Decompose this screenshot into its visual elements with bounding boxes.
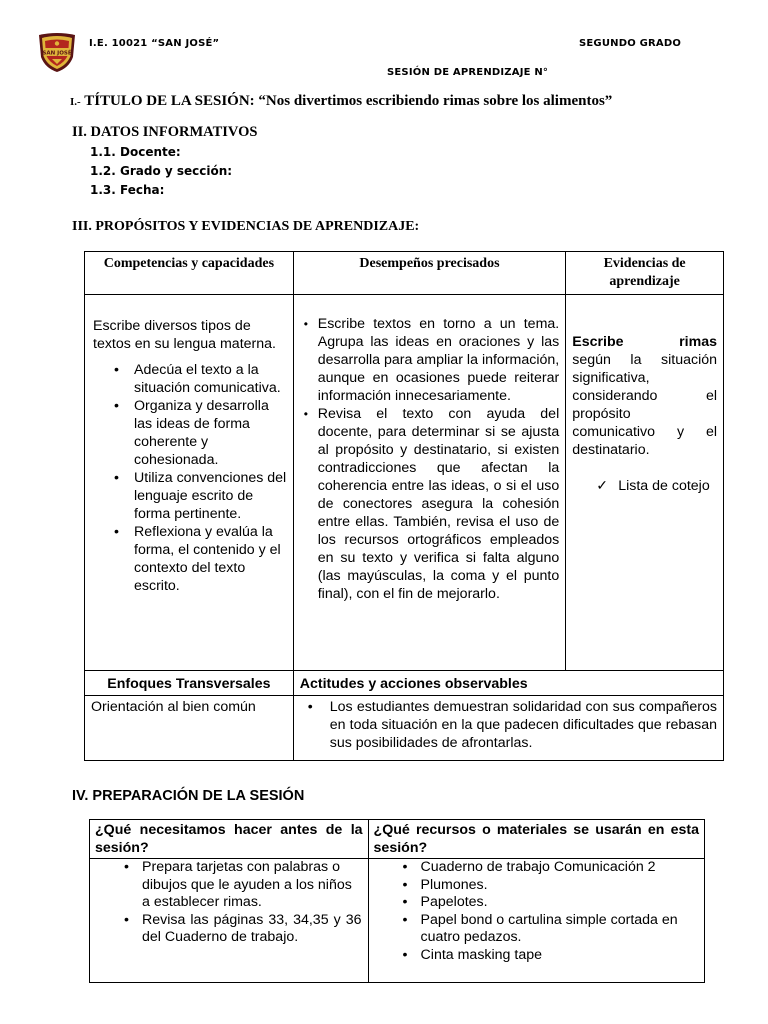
propositos-heading: III. PROPÓSITOS Y EVIDENCIAS DE APRENDIZAJE: <box>72 219 420 234</box>
antes-cell <box>90 859 369 983</box>
table-row <box>90 859 705 983</box>
table-header-row <box>85 252 724 295</box>
desempenos-cell <box>293 295 566 671</box>
preparacion-table <box>89 819 705 983</box>
list-item: • Organiza y desarrolla las ideas de forma coherente y cohesionada. <box>90 397 288 469</box>
evidencia-bold: Escribe rimas <box>572 334 717 350</box>
list-item: • Cinta masking tape <box>375 947 698 965</box>
evidencia-text: según la situación significativa, considerando el propósito comunicativo y el destinatario. <box>572 352 717 458</box>
list-item: • Cuaderno de trabajo Comunicación 2 <box>375 859 698 877</box>
table-row <box>85 696 724 761</box>
instrumento-item <box>572 477 717 495</box>
desempeno-item: • Revisa el texto con ayuda del docente, para determinar si se ajusta al propósito y destinatario, si existen contradicciones que afectan la coherencia entre las ideas, o si el uso de conectores asegura la cohesión entre ellas. También, revisa el uso de los recursos ortográficos empleados en su texto y verifica si falta alguno (las mayúsculas, la coma y el punto final), con el fin de mejorarlo. <box>304 405 560 603</box>
enfoque-text: Orientación al bien común <box>85 696 294 761</box>
list-item: • Utiliza convenciones del lenguaje escrito de forma pertinente. <box>90 469 288 523</box>
evidencias-cell <box>566 295 724 671</box>
preparacion-heading: IV. PREPARACIÓN DE LA SESIÓN <box>72 788 305 804</box>
table-header-row <box>90 820 705 859</box>
col-recursos: ¿Qué recursos o materiales se usarán en esta sesión? <box>368 820 704 859</box>
session-title <box>70 93 612 110</box>
competencia-text: Escribe diversos tipos de textos en su lengua materna. <box>93 318 276 352</box>
list-item: • Adecúa el texto a la situación comunicativa. <box>90 361 288 397</box>
propositos-table <box>84 251 724 761</box>
school-crest-logo <box>36 31 78 73</box>
col-desempenos: Desempeños precisados <box>293 252 566 295</box>
recursos-cell <box>368 859 704 983</box>
col-competencias: Competencias y capacidades <box>85 252 294 295</box>
svg-text:SAN JOSÉ: SAN JOSÉ <box>42 50 72 57</box>
antes-list <box>96 859 362 947</box>
list-item: • Reflexiona y evalúa la forma, el contenido y el contexto del texto escrito. <box>90 523 288 595</box>
desempeno-item: • Escribe textos en torno a un tema. Agrupa las ideas en oraciones y las desarrolla para ampliar la información, aunque en ocasiones puede reiterar información innecesariamente. <box>304 315 560 405</box>
col-evidencias: Evidencias de aprendizaje <box>566 252 724 295</box>
capacidades-list <box>90 361 288 595</box>
actitud-cell <box>293 696 723 761</box>
datos-heading: II. DATOS INFORMATIVOS <box>72 124 258 140</box>
list-item: • Plumones. <box>375 877 698 895</box>
enfoques-label: Enfoques Transversales <box>85 671 294 696</box>
title-text: TÍTULO DE LA SESIÓN: “Nos divertimos escribiendo rimas sobre los alimentos” <box>84 93 613 109</box>
col-antes: ¿Qué necesitamos hacer antes de la sesión? <box>90 820 369 859</box>
instrumento-text: Lista de cotejo <box>618 478 710 494</box>
table-row <box>85 295 724 671</box>
title-number: I.- <box>70 96 81 108</box>
recursos-list <box>375 859 698 964</box>
actitudes-label: Actitudes y acciones observables <box>293 671 723 696</box>
dato-grado: 1.2. Grado y sección: <box>90 164 233 178</box>
school-name: I.E. 10021 “SAN JOSÉ” <box>89 38 220 49</box>
list-item: • Prepara tarjetas con palabras o dibujos que le ayuden a los niños a establecer rimas. <box>96 859 362 912</box>
session-number: SESIÓN DE APRENDIZAJE N° <box>387 67 549 78</box>
competencias-cell <box>85 295 294 671</box>
list-item: • Papel bond o cartulina simple cortada en cuatro pedazos. <box>375 912 698 947</box>
grade-label: SEGUNDO GRADO <box>579 38 682 49</box>
table-row <box>85 671 724 696</box>
list-item: • Revisa las páginas 33, 34,35 y 36 del Cuaderno de trabajo. <box>96 912 362 947</box>
list-item: • Papelotes. <box>375 894 698 912</box>
dato-docente: 1.1. Docente: <box>90 145 181 159</box>
dato-fecha: 1.3. Fecha: <box>90 183 165 197</box>
actitud-text: • Los estudiantes demuestran solidaridad con sus compañeros en toda situación en la que padecen dificultades que rebasan sus posibilidades de afrontarlas. <box>300 698 717 752</box>
